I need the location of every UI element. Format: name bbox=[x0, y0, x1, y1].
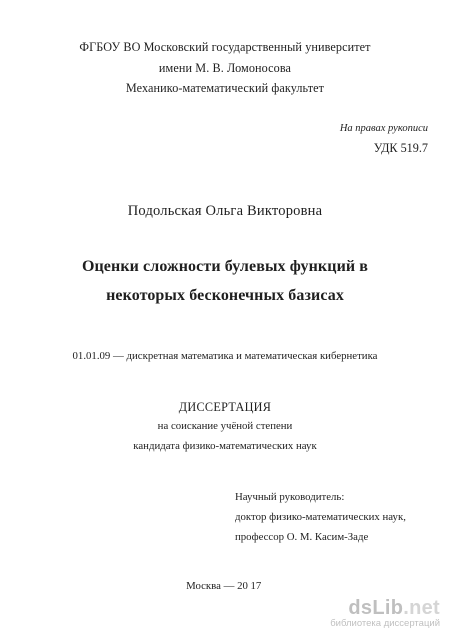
degree-purpose: на соискание учёной степени bbox=[157, 420, 293, 432]
author-name: Подольская Ольга Викторовна bbox=[127, 203, 323, 219]
watermark-brand bbox=[348, 597, 440, 620]
manuscript-rights-note: На правах рукописи bbox=[339, 123, 428, 134]
degree-name: кандидата физико-математических наук bbox=[133, 440, 317, 452]
dissertation-title-line-1: Оценки сложности булевых функций в bbox=[81, 258, 369, 275]
year-partial: 17 bbox=[250, 580, 262, 590]
watermark-brand-main: dsLib bbox=[348, 597, 404, 619]
university-name: ФГБОУ ВО Московский государственный университет bbox=[79, 40, 371, 54]
watermark-brand-tld: .net bbox=[403, 597, 440, 619]
faculty-name: Механико-математический факультет bbox=[125, 81, 325, 95]
watermark-tagline: библиотека диссертаций bbox=[330, 618, 440, 629]
udk-code: УДК 519.7 bbox=[373, 141, 428, 155]
specialty-code: 01.01.09 — дискретная математика и математическая кибернетика bbox=[72, 350, 378, 362]
supervisor-name: профессор О. М. Касим-Заде bbox=[235, 531, 369, 543]
watermark-logo bbox=[330, 597, 440, 631]
supervisor-label: Научный руководитель: bbox=[235, 491, 345, 503]
dissertation-heading: ДИССЕРТАЦИЯ bbox=[178, 400, 272, 414]
city-year bbox=[0, 580, 450, 592]
city-text: Москва — 20 bbox=[186, 580, 248, 592]
university-honorific: имени М. В. Ломоносова bbox=[158, 61, 292, 75]
supervisor-degree: доктор физико-математических наук, bbox=[235, 511, 406, 523]
dissertation-title-line-2: некоторых бесконечных базисах bbox=[106, 287, 344, 304]
